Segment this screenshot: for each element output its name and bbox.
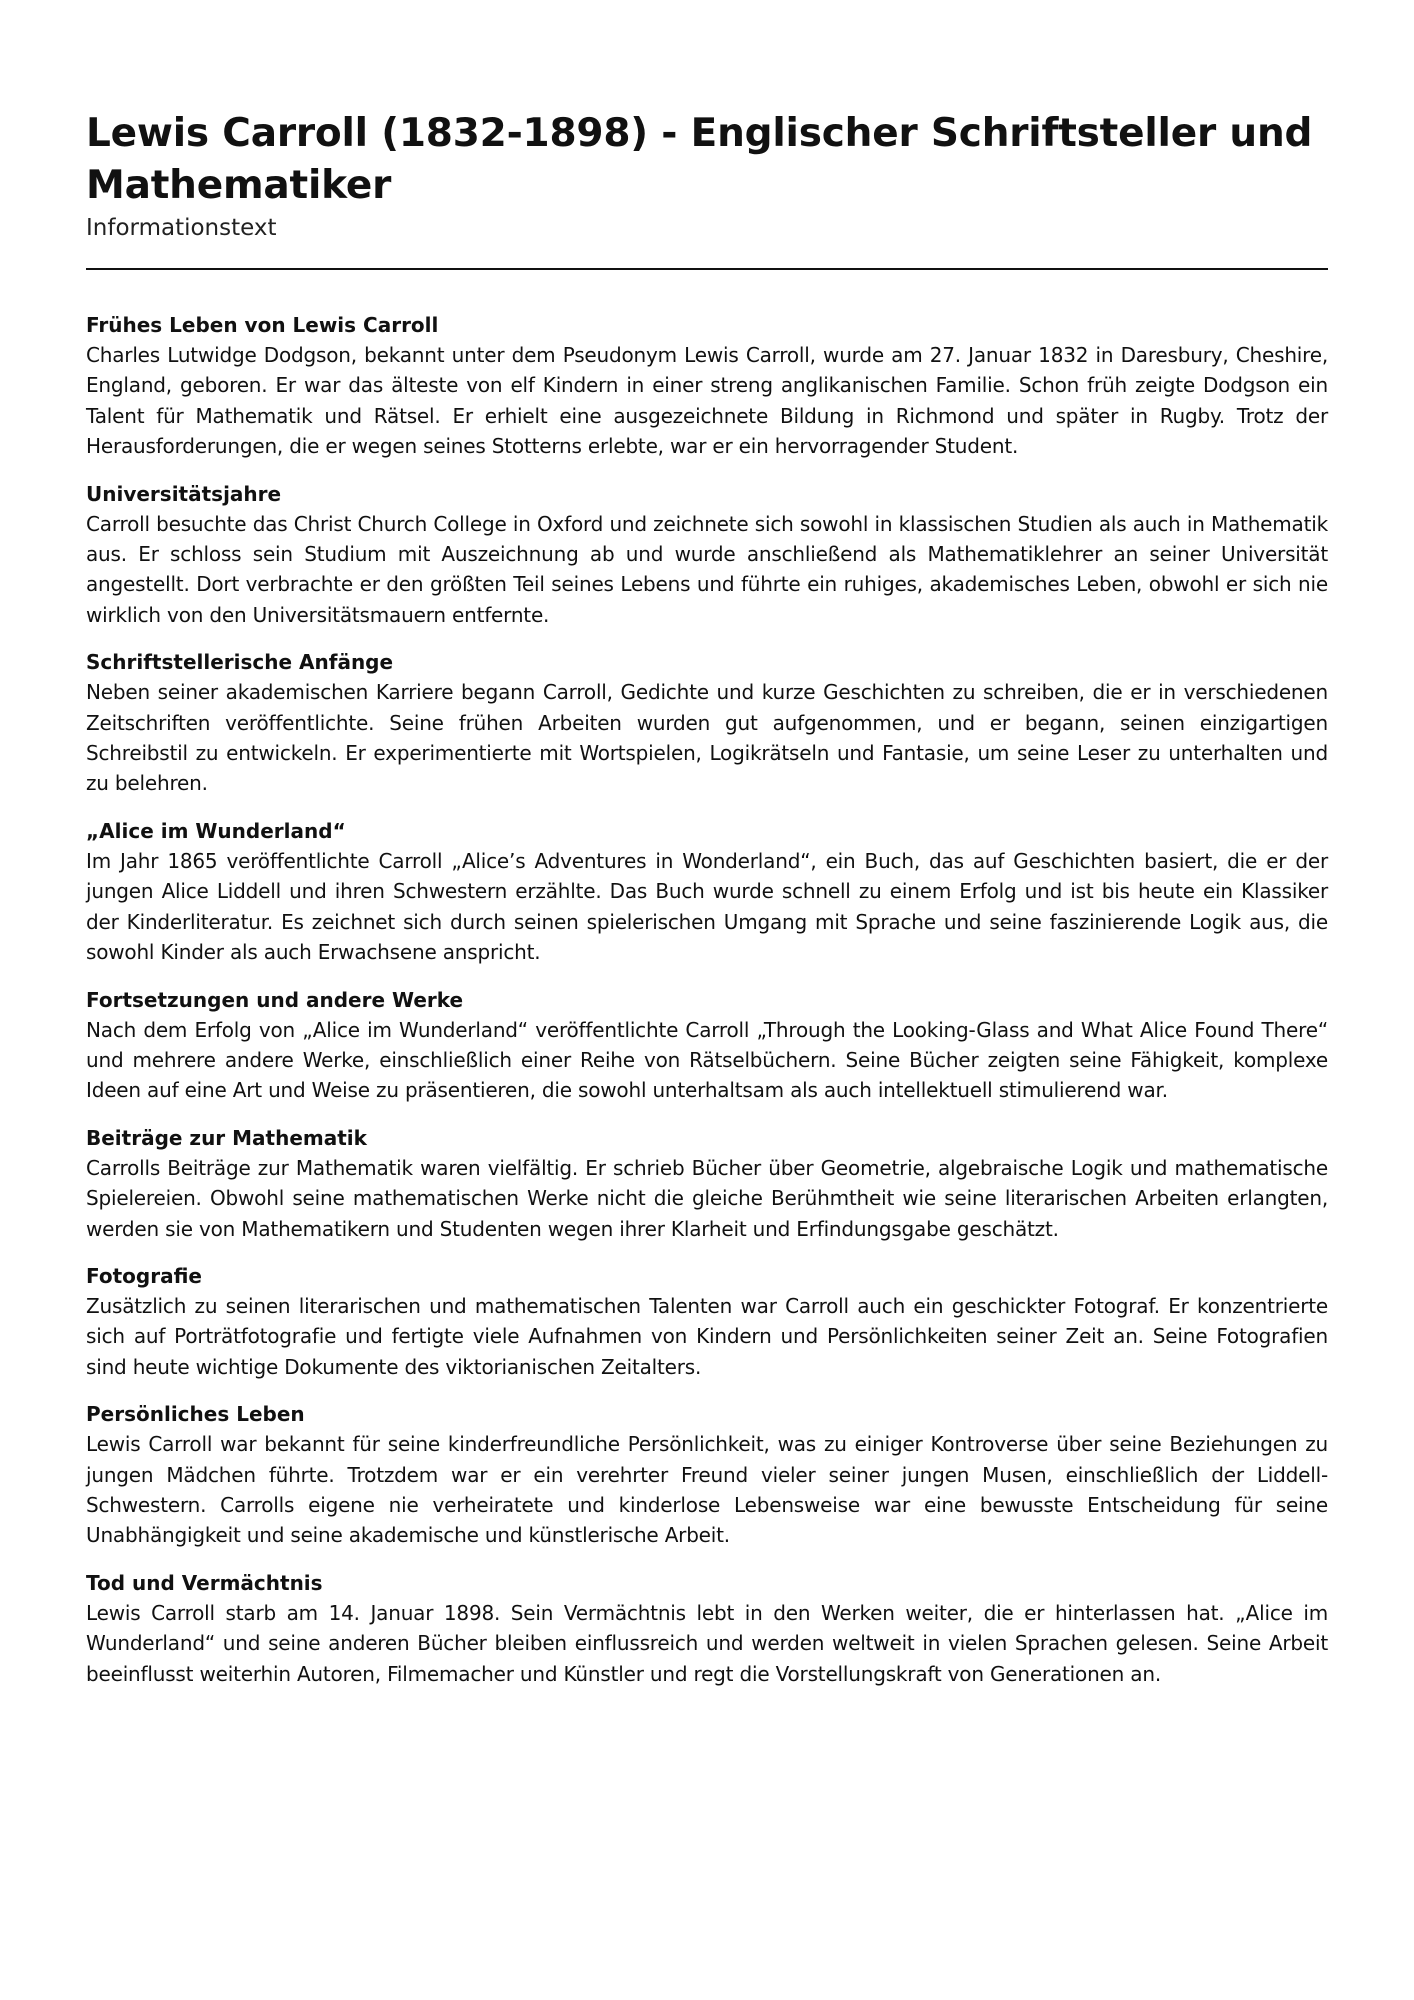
document-page [86,108,1328,1706]
section-body: Nach dem Erfolg von „Alice im Wunderland“ veröffentlichte Carroll „Through the Looking-Glass and What Alice Found There“ und mehrere andere Werke, einschließlich einer Reihe von Rätselbüchern. Seine Bücher zeigten seine Fähigkeit, komplexe Ideen auf eine Art und Weise zu präsentieren, die sowohl unterhaltsam als auch intellektuell stimulierend war. [86,1017,1328,1103]
page-subtitle: Informationstext [86,215,277,241]
section-university-years [86,479,1328,631]
page-title: Lewis Carroll (1832-1898) - Englischer Schriftsteller und Mathematiker [86,111,1313,208]
section-heading: Schriftstellerische Anfänge [86,650,394,675]
sections-container [86,310,1328,1689]
section-body: Charles Lutwidge Dodgson, bekannt unter dem Pseudonym Lewis Carroll, wurde am 27. Januar 1832 in Daresbury, Cheshire, England, geboren. Er war das älteste von elf Kindern in einer streng anglikanischen Familie. Schon früh zeigte Dodgson ein Talent für Mathematik und Rätsel. Er erhielt eine ausgezeichnete Bildung in Richmond und später in Rugby. Trotz der Herausforderungen, die er wegen seines Stotterns erlebte, war er ein hervorragender Student. [86,343,1328,459]
section-heading: Persönliches Leben [86,1402,305,1427]
section-body: Lewis Carroll starb am 14. Januar 1898. Sein Vermächtnis lebt in den Werken weiter, die er hinterlassen hat. „Alice im Wunderland“ und seine anderen Bücher bleiben einflussreich und werden weltweit in vielen Sprachen gelesen. Seine Arbeit beeinflusst weiterhin Autoren, Filmemacher und Künstler und regt die Vorstellungskraft von Generationen an. [86,1600,1328,1686]
section-heading: Fortsetzungen und andere Werke [86,987,464,1012]
section-alice-in-wonderland [86,816,1328,968]
section-heading: Fotografie [86,1263,202,1288]
section-personal-life [86,1399,1328,1551]
section-heading: Beiträge zur Mathematik [86,1125,367,1150]
section-body: Neben seiner akademischen Karriere begann Carroll, Gedichte und kurze Geschichten zu schreiben, die er in verschiedenen Zeitschriften veröffentlichte. Seine frühen Arbeiten wurden gut aufgenommen, und er begann, seinen einzigartigen Schreibstil zu entwickeln. Er experimentierte mit Wortspielen, Logikrätseln und Fantasie, um seine Leser zu unterhalten und zu belehren. [86,680,1328,796]
title-divider [86,268,1328,270]
section-death-legacy [86,1568,1328,1689]
section-heading: Tod und Vermächtnis [86,1570,323,1595]
section-body: Lewis Carroll war bekannt für seine kinderfreundliche Persönlichkeit, was zu einiger Kontroverse über seine Beziehungen zu jungen Mädchen führte. Trotzdem war er ein verehrter Freund vieler seiner jungen Musen, einschließlich der Liddell-Schwestern. Carrolls eigene nie verheiratete und kinderlose Lebensweise war eine bewusste Entscheidung für seine Unabhängigkeit und seine akademische und künstlerische Arbeit. [86,1432,1328,1548]
section-sequels-other-works [86,985,1328,1106]
section-mathematics [86,1123,1328,1244]
section-body: Im Jahr 1865 veröffentlichte Carroll „Alice’s Adventures in Wonderland“, ein Buch, das auf Geschichten basiert, die er der jungen Alice Liddell und ihren Schwestern erzählte. Das Buch wurde schnell zu einem Erfolg und ist bis heute ein Klassiker der Kinderliteratur. Es zeichnet sich durch seinen spielerischen Umgang mit Sprache und seine faszinierende Logik aus, die sowohl Kinder als auch Erwachsene anspricht. [86,848,1328,965]
section-writing-beginnings [86,647,1328,799]
section-body: Zusätzlich zu seinen literarischen und mathematischen Talenten war Carroll auch ein geschickter Fotograf. Er konzentrierte sich auf Porträtfotografie und fertigte viele Aufnahmen von Kindern und Persönlichkeiten seiner Zeit an. Seine Fotografien sind heute wichtige Dokumente des viktorianischen Zeitalters. [86,1293,1328,1379]
section-heading: Frühes Leben von Lewis Carroll [86,313,439,337]
section-body: Carroll besuchte das Christ Church College in Oxford und zeichnete sich sowohl in klassischen Studien als auch in Mathematik aus. Er schloss sein Studium mit Auszeichnung ab und wurde anschließend als Mathematiklehrer an seiner Universität angestellt. Dort verbrachte er den größten Teil seines Lebens und führte ein ruhiges, akademisches Leben, obwohl er sich nie wirklich von den Universitätsmauern entfernte. [86,511,1328,627]
section-heading: Universitätsjahre [86,481,282,506]
section-body: Carrolls Beiträge zur Mathematik waren vielfältig. Er schrieb Bücher über Geometrie, algebraische Logik und mathematische Spielereien. Obwohl seine mathematischen Werke nicht die gleiche Berühmtheit wie seine literarischen Arbeiten erlangten, werden sie von Mathematikern und Studenten wegen ihrer Klarheit und Erfindungsgabe geschätzt. [86,1155,1328,1241]
section-early-life [86,310,1328,462]
section-heading: „Alice im Wunderland“ [86,818,346,843]
section-photography [86,1261,1328,1382]
